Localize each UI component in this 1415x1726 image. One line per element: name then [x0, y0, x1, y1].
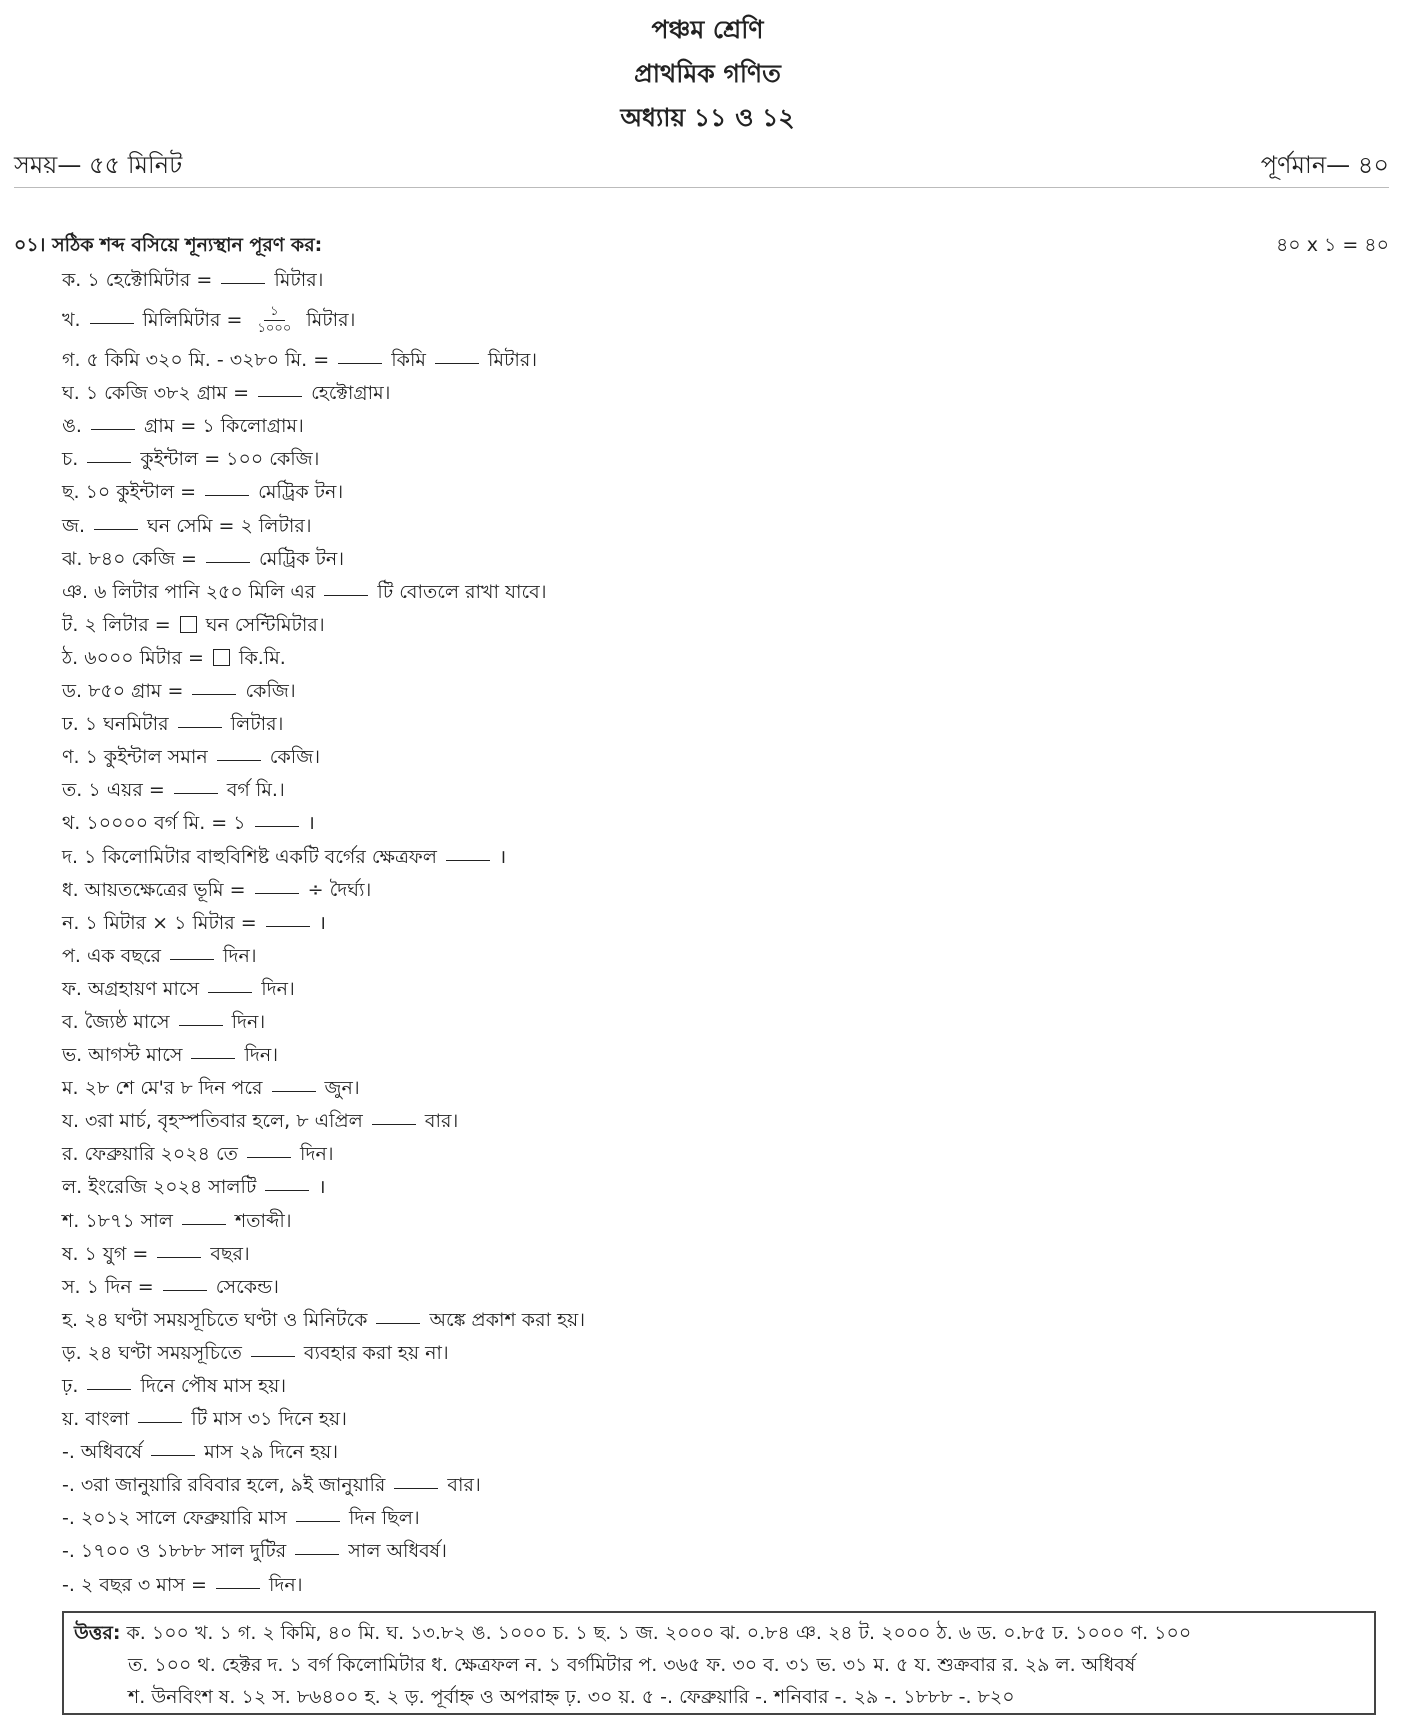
question-text: বার।	[418, 1110, 459, 1133]
question-text: ন. ১ মিটার × ১ মিটার =	[62, 911, 263, 934]
answer-blank	[174, 793, 218, 794]
question-text: ভ. আগস্ট মাসে	[62, 1044, 189, 1067]
answer-blank	[265, 1190, 309, 1191]
question-heading	[14, 230, 1389, 260]
question-text: টি মাস ৩১ দিনে হয়।	[185, 1408, 347, 1431]
subject-title: প্রাথমিক গণিত	[634, 59, 781, 88]
answer-blank	[208, 992, 252, 993]
answer-blank	[157, 1257, 201, 1258]
question-text: ঢ. ১ ঘনমিটার	[62, 713, 175, 736]
question-item	[62, 1105, 1382, 1138]
question-item	[62, 1469, 1382, 1502]
question-item	[62, 297, 1382, 344]
question-instruction: ০১। সঠিক শব্দ বসিয়ে শূন্যস্থান পূরণ কর:	[14, 234, 323, 256]
question-item	[62, 576, 1382, 609]
question-text: ত. ১ এয়র =	[62, 779, 171, 802]
exam-meta	[14, 148, 1389, 182]
question-text: ।	[493, 845, 507, 868]
question-text: ।	[312, 911, 327, 934]
question-item	[62, 1502, 1382, 1535]
question-text: মেট্রিক টন।	[252, 547, 344, 570]
question-text: দ. ১ কিলোমিটার বাহুবিশিষ্ট একটি বর্গের ক্ষেত্রফল	[62, 845, 444, 868]
answer-blank	[87, 1389, 131, 1390]
question-text: ঢ়.	[62, 1375, 85, 1397]
answer-blank	[91, 429, 135, 430]
question-text: ÷ দৈর্ঘ্য।	[301, 878, 372, 901]
question-item	[62, 874, 1382, 907]
question-text: ঙ.	[62, 415, 89, 438]
question-text: ট. ২ লিটার =	[62, 613, 177, 636]
full-marks-label: পূর্ণমান— ৪০	[1260, 151, 1389, 179]
answer-blank	[217, 760, 261, 761]
answer-key-box	[62, 1611, 1376, 1715]
question-text: প. এক বছরে	[62, 944, 167, 967]
answer-blank	[192, 694, 236, 695]
question-text: য়. বাংলা	[62, 1408, 136, 1431]
time-label: সময়— ৫৫ মিনিট	[14, 151, 183, 179]
answer-blank	[372, 1124, 416, 1125]
answer-blank	[255, 893, 299, 894]
question-item	[62, 973, 1382, 1006]
answer-blank	[435, 363, 479, 364]
question-text: স. ১ দিন =	[62, 1275, 160, 1298]
question-text: শতাব্দী।	[228, 1209, 292, 1232]
answer-blank	[138, 1422, 182, 1423]
question-text: বর্গ মি.।	[220, 779, 285, 802]
question-text: ধ. আয়তক্ষেত্রের ভূমি =	[62, 878, 252, 901]
question-text: ঠ. ৬০০০ মিটার =	[62, 646, 210, 669]
question-text: দিন।	[225, 1010, 266, 1033]
question-text: মিটার।	[481, 349, 538, 372]
question-item	[62, 1171, 1382, 1204]
question-text: কেজি।	[239, 680, 296, 703]
question-item	[62, 1403, 1382, 1436]
question-text: ঘন সেমি = ২ লিটার।	[141, 514, 312, 537]
answer-blank	[324, 595, 368, 596]
answer-blank	[94, 529, 138, 530]
question-item	[62, 1436, 1382, 1469]
question-item	[62, 1072, 1382, 1105]
question-text: দিন ছিল।	[342, 1507, 420, 1530]
answer-blank	[216, 1588, 260, 1589]
question-text: ব. জ্যৈষ্ঠ মাসে	[62, 1010, 176, 1033]
question-text: ফ. অগ্রহায়ণ মাসে	[62, 977, 206, 1000]
question-marks: ৪০ x ১ = ৪০	[1275, 234, 1389, 256]
question-text: ।	[312, 1176, 326, 1199]
question-item	[62, 476, 1382, 509]
question-item	[62, 741, 1382, 774]
question-item	[62, 1569, 1382, 1602]
question-item	[62, 1337, 1382, 1370]
question-item	[62, 543, 1382, 576]
question-item	[62, 609, 1382, 642]
answer-blank	[87, 462, 131, 463]
question-text: বার।	[441, 1474, 481, 1497]
question-text: গ্রাম = ১ কিলোগ্রাম।	[138, 415, 304, 438]
question-item	[62, 410, 1382, 443]
answer-blank	[170, 959, 214, 960]
question-item	[62, 708, 1382, 741]
question-text: সাল অধিবর্ষ।	[342, 1540, 447, 1563]
question-text: -. ১৭০০ ও ১৮৮৮ সাল দুটির	[62, 1540, 293, 1563]
question-text: শ. ১৮৭১ সাল	[62, 1209, 179, 1232]
answer-blank	[446, 860, 490, 861]
question-item	[62, 1535, 1382, 1568]
question-item	[62, 907, 1382, 940]
question-text: মিটার।	[268, 269, 324, 291]
question-text: সেকেন্ড।	[209, 1275, 279, 1298]
question-item	[62, 1006, 1382, 1039]
question-text: -. ২০১২ সালে ফেব্রুয়ারি মাস	[62, 1507, 293, 1530]
question-text: কি.মি.	[233, 646, 286, 669]
question-item	[62, 940, 1382, 973]
fraction-numerator: ১	[264, 304, 284, 321]
question-text: ড়. ২৪ ঘণ্টা সময়সূচিতে	[62, 1341, 248, 1364]
question-item	[62, 807, 1382, 840]
question-text: ল. ইংরেজি ২০২৪ সালটি	[62, 1176, 263, 1199]
answer-blank	[258, 396, 302, 397]
answer-blank	[251, 1356, 295, 1357]
question-text: মেট্রিক টন।	[252, 481, 344, 504]
question-text: মিটার।	[300, 309, 356, 332]
answer-blank	[163, 1290, 207, 1291]
answer-line-3: শ. উনবিংশ ষ. ১২ স. ৮৬৪০০ হ. ২ ড়. পূর্বাহ্ন ও অপরাহ্ন ঢ়. ৩০ য়. ৫ -. ফেব্রুয়ারি -. শনিবার -. ২৯ -. ১৮৮৮ -. ৮২০	[128, 1686, 1015, 1708]
question-text: কেজি।	[263, 746, 321, 769]
question-item	[62, 377, 1382, 410]
question-item	[62, 841, 1382, 874]
question-item	[62, 1370, 1382, 1403]
question-text: হেক্টোগ্রাম।	[305, 382, 391, 405]
question-text: ষ. ১ যুগ =	[62, 1242, 155, 1265]
question-text: ঘন সেন্টিমিটার।	[199, 613, 325, 636]
answer-blank	[255, 826, 299, 827]
question-text: থ. ১০০০০ বর্গ মি. = ১	[62, 812, 252, 835]
answer-blank	[151, 1455, 195, 1456]
answer-blank	[376, 1323, 420, 1324]
answer-blank	[266, 926, 310, 927]
header-divider	[14, 187, 1389, 188]
question-item	[62, 510, 1382, 543]
answer-blank	[394, 1488, 438, 1489]
question-text: টি বোতলে রাখা যাবে।	[371, 580, 547, 603]
question-text: -. ৩রা জানুয়ারি রবিবার হলে, ৯ই জানুয়ারি	[62, 1474, 392, 1497]
question-item	[62, 642, 1382, 675]
answer-box	[213, 649, 230, 666]
question-item	[62, 774, 1382, 807]
question-item	[62, 1271, 1382, 1304]
question-text: র. ফেব্রুয়ারি ২০২৪ তে	[62, 1143, 244, 1166]
question-item	[62, 344, 1382, 377]
question-text: ।	[301, 812, 315, 835]
answer-blank	[191, 1058, 235, 1059]
answer-line-1	[74, 1617, 1364, 1649]
question-text: অঙ্কে প্রকাশ করা হয়।	[423, 1308, 586, 1331]
question-text: মিলিমিটার =	[136, 309, 249, 332]
answer-text-1: ক. ১০০ খ. ১ গ. ২ কিমি, ৪০ মি. ঘ. ১৩.৮২ ঙ. ১০০০ চ. ১ ছ. ১ জ. ২০০০ ঝ. ০.৮৪ ঞ. ২৪ ট. ২০০০ ঠ. ৬ ড. ০.৮৫ ঢ. ১০০০ ণ. ১০০	[120, 1622, 1192, 1644]
question-text: ণ. ১ কুইন্টাল সমান	[62, 746, 214, 769]
question-text: ঘ. ১ কেজি ৩৮২ গ্রাম =	[62, 382, 256, 405]
question-text: -. ২ বছর ৩ মাস =	[62, 1573, 213, 1596]
question-text: ছ. ১০ কুইন্টাল =	[62, 481, 203, 504]
answer-blank	[90, 323, 134, 324]
answer-blank	[205, 495, 249, 496]
class-title: পঞ্চম শ্রেণি	[651, 15, 764, 44]
question-text: জুন।	[318, 1077, 360, 1100]
question-item	[62, 1238, 1382, 1271]
question-text: দিনে পৌষ মাস হয়।	[134, 1375, 287, 1397]
question-text: কিমি	[385, 349, 432, 372]
fraction	[251, 304, 297, 337]
question-item	[62, 264, 1382, 297]
question-text: ম. ২৮ শে মে'র ৮ দিন পরে	[62, 1077, 269, 1100]
answer-blank	[182, 1224, 226, 1225]
answer-box	[180, 616, 197, 633]
answer-blank	[338, 363, 382, 364]
question-text: লিটার।	[224, 713, 284, 736]
question-text: দিন।	[293, 1143, 334, 1166]
question-text: ক. ১ হেক্টোমিটার =	[62, 269, 219, 291]
document-header	[0, 8, 1415, 140]
question-text: দিন।	[238, 1044, 279, 1067]
question-item	[62, 1138, 1382, 1171]
question-text: ড. ৮৫০ গ্রাম =	[62, 680, 190, 703]
question-text: বছর।	[204, 1242, 250, 1265]
question-text: চ.	[62, 448, 85, 471]
question-text: জ.	[62, 514, 92, 537]
question-text: ঝ. ৮৪০ কেজি =	[62, 547, 203, 570]
answer-blank	[178, 727, 222, 728]
question-item	[62, 675, 1382, 708]
answer-blank	[247, 1157, 291, 1158]
question-item	[62, 1039, 1382, 1072]
question-text: দিন।	[262, 1573, 303, 1596]
answer-blank	[296, 1521, 340, 1522]
question-text: -. অধিবর্ষে	[62, 1441, 149, 1464]
question-items-list	[62, 264, 1382, 1602]
question-text: ব্যবহার করা হয় না।	[297, 1341, 449, 1364]
answer-blank	[179, 1025, 223, 1026]
question-item	[62, 1205, 1382, 1238]
question-text: কুইন্টাল = ১০০ কেজি।	[134, 448, 320, 471]
question-text: হ. ২৪ ঘণ্টা সময়সূচিতে ঘণ্টা ও মিনিটকে	[62, 1308, 374, 1331]
answer-blank	[295, 1554, 339, 1555]
question-item	[62, 1304, 1382, 1337]
answer-line-2: ত. ১০০ থ. হেক্টর দ. ১ বর্গ কিলোমিটার ধ. ক্ষেত্রফল ন. ১ বর্গমিটার প. ৩৬৫ ফ. ৩০ ব. ৩১ ভ. ৩১ ম. ৫ য. শুক্রবার র. ২৯ ল. অধিবর্ষ	[128, 1654, 1136, 1676]
question-text: দিন।	[255, 977, 295, 1000]
question-text: মাস ২৯ দিনে হয়।	[198, 1441, 339, 1464]
question-text: খ.	[62, 309, 87, 332]
fraction-denominator: ১০০০	[257, 321, 292, 337]
question-item	[62, 443, 1382, 476]
answer-blank	[221, 283, 265, 284]
chapter-title: অধ্যায় ১১ ও ১২	[620, 103, 795, 132]
question-text: দিন।	[216, 944, 257, 967]
question-text: ঞ. ৬ লিটার পানি ২৫০ মিলি এর	[62, 580, 322, 603]
answer-blank	[206, 562, 250, 563]
question-text: গ. ৫ কিমি ৩২০ মি. - ৩২৮০ মি. =	[62, 349, 336, 372]
question-text: য. ৩রা মার্চ, বৃহস্পতিবার হলে, ৮ এপ্রিল	[62, 1110, 369, 1133]
answer-blank	[272, 1091, 316, 1092]
answer-label: উত্তর:	[74, 1622, 121, 1644]
